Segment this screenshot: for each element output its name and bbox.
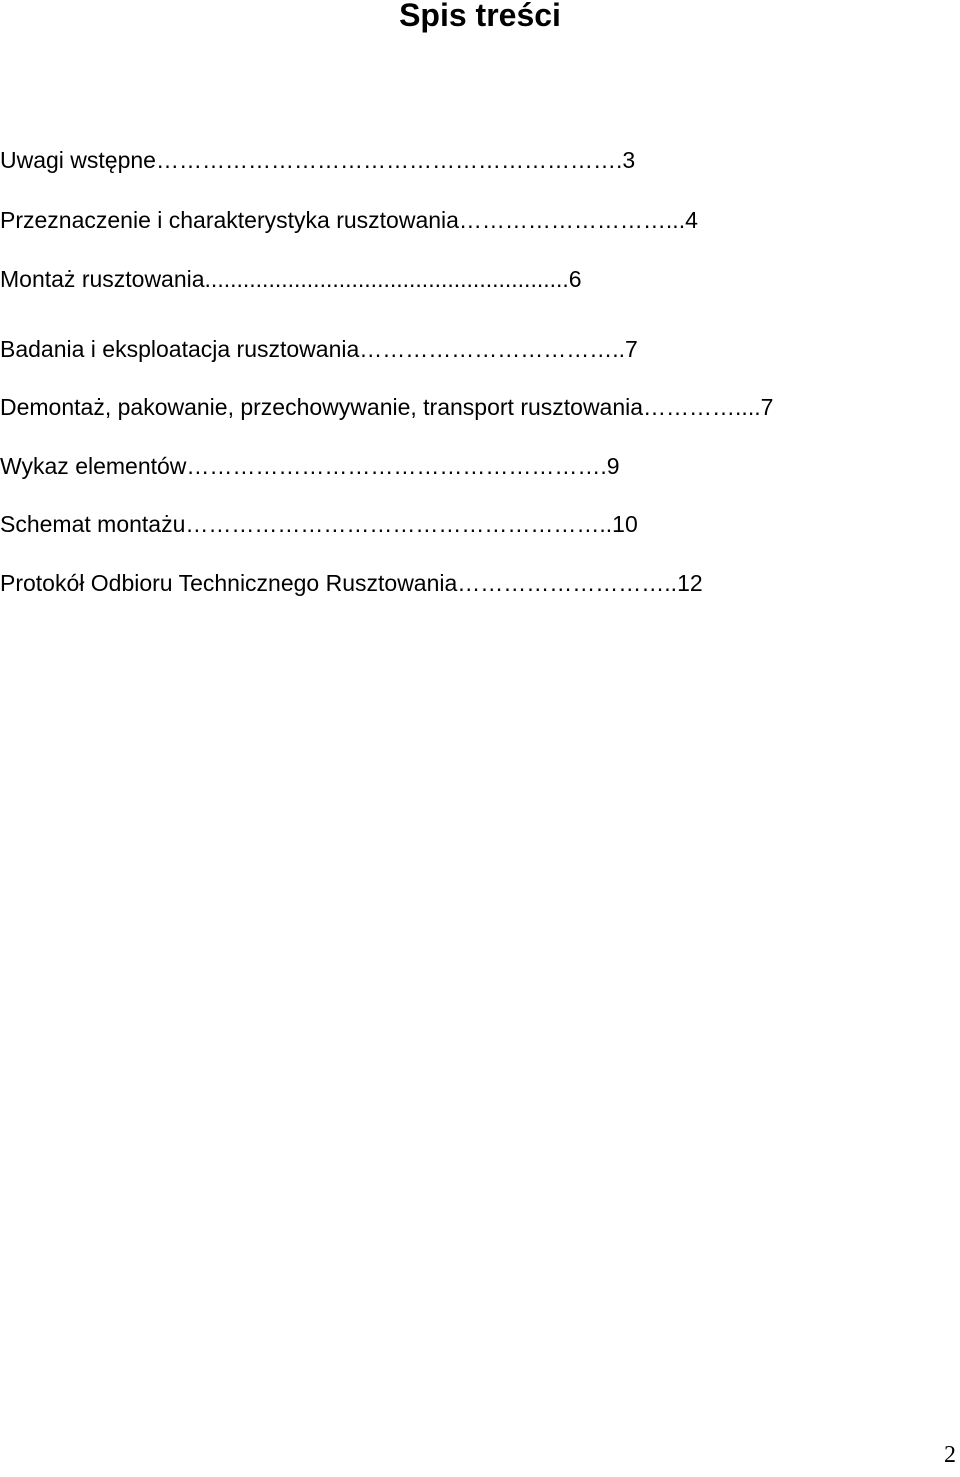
toc-entry[interactable]: Protokół Odbioru Technicznego Rusztowania………………………..12: [0, 570, 703, 596]
toc-entry[interactable]: Uwagi wstępne…………………………………………………….3: [0, 147, 636, 173]
toc-entry[interactable]: Wykaz elementów……………………………………………….9: [0, 453, 620, 479]
toc-entry[interactable]: Przeznaczenie i charakterystyka rusztowania………………………...4: [0, 207, 698, 233]
toc-entry[interactable]: Demontaż, pakowanie, przechowywanie, transport rusztowania…………....7: [0, 394, 774, 420]
toc-entry[interactable]: Schemat montażu………………………………………………..10: [0, 511, 638, 537]
toc-entry[interactable]: Badania i eksploatacja rusztowania……………………………..7: [0, 336, 638, 362]
page-number: 2: [944, 1442, 956, 1468]
page-title: Spis treści: [399, 0, 561, 33]
toc-entry[interactable]: Montaż rusztowania.........................................................6: [0, 266, 582, 292]
